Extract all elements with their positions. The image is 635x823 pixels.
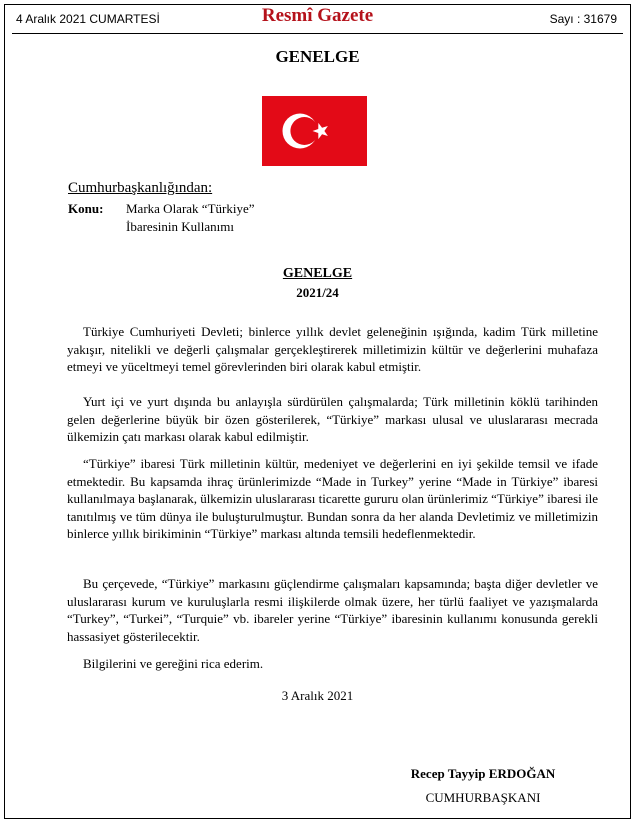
document-type-heading: GENELGE xyxy=(275,47,360,66)
body-paragraph-1: Türkiye Cumhuriyeti Devleti; binlerce yıllık devlet geleneğinin ışığında, kadim Türk milletine yakışır, nitelikli ve değerli çalışmalar gerçekleştirerek milletimizin kültür ve değerlerini muhafaza etmeyi ve yüceltmeyi temel görevlerinden biri olarak kabul etmiştir. xyxy=(67,324,598,374)
signatory-name: Recep Tayyip ERDOĞAN xyxy=(410,766,556,781)
gazette-title: Resmî Gazete xyxy=(261,5,374,26)
gazette-header xyxy=(0,0,635,42)
subject-label: Konu: xyxy=(68,201,104,216)
circular-number: 2021/24 xyxy=(296,285,339,300)
body-paragraph-2: Yurt içi ve yurt dışında bu anlayışla sürdürülen çalışmalarda; Türk milletinin köklü tarihinden gelen değerlerine büyük bir özen gösterilerek, “Türkiye” markası ulusal ve uluslararası mecrada ülkemizin çatı markası olarak kabul edilmiştir. xyxy=(67,394,598,444)
body-paragraph-3: “Türkiye” ibaresi Türk milletinin kültür, medeniyet ve değerlerini en iyi şekilde temsil ve ifade etmektedir. Bu kapsamda ihraç ürünlerimizde “Made in Turkey” yerine “Made in Türkiye” ibaresi kullanılmaya başlanarak, ülkemizin uluslararası ticarette gururu olan ürünlerimiz “Türkiye” ibaresi ile tanıtılmış ve tüm dünya ile buluşturulmuştur. Bundan sonra da her alanda Devletimiz ve milletimizin binlerce yıllık birikiminin “Türkiye” markası altında temsili hedeflenmektedir. xyxy=(67,456,598,541)
issue-date: 4 Aralık 2021 CUMARTESİ xyxy=(16,12,160,26)
subject-line-1: Marka Olarak “Türkiye” xyxy=(126,201,255,216)
closing-sentence: Bilgilerini ve gereğini rica ederim. xyxy=(83,656,264,671)
signature-date: 3 Aralık 2021 xyxy=(281,688,354,703)
circular-title: GENELGE xyxy=(282,266,353,281)
issue-number: Sayı : 31679 xyxy=(549,12,617,26)
subject-line-2: İbaresinin Kullanımı xyxy=(126,219,234,234)
issuer-heading: Cumhurbaşkanlığından: xyxy=(68,180,213,196)
body-paragraph-4: Bu çerçevede, “Türkiye” markasını güçlendirme çalışmaları kapsamında; başta diğer devletler ve uluslararası kurum ve kuruluşlarla resmi ilişkilerde olmak üzere, her türlü faaliyet ve yazışmalarda “Turkey”, “Turkei”, “Turquie” vb. ibareler yerine “Türkiye” ibaresinin kullanımı konusunda gerekli hassasiyet gösterilecektir. xyxy=(67,576,598,644)
signatory-title: CUMHURBAŞKANI xyxy=(425,790,541,805)
header-divider xyxy=(12,33,623,34)
turkish-flag-icon xyxy=(262,96,367,166)
